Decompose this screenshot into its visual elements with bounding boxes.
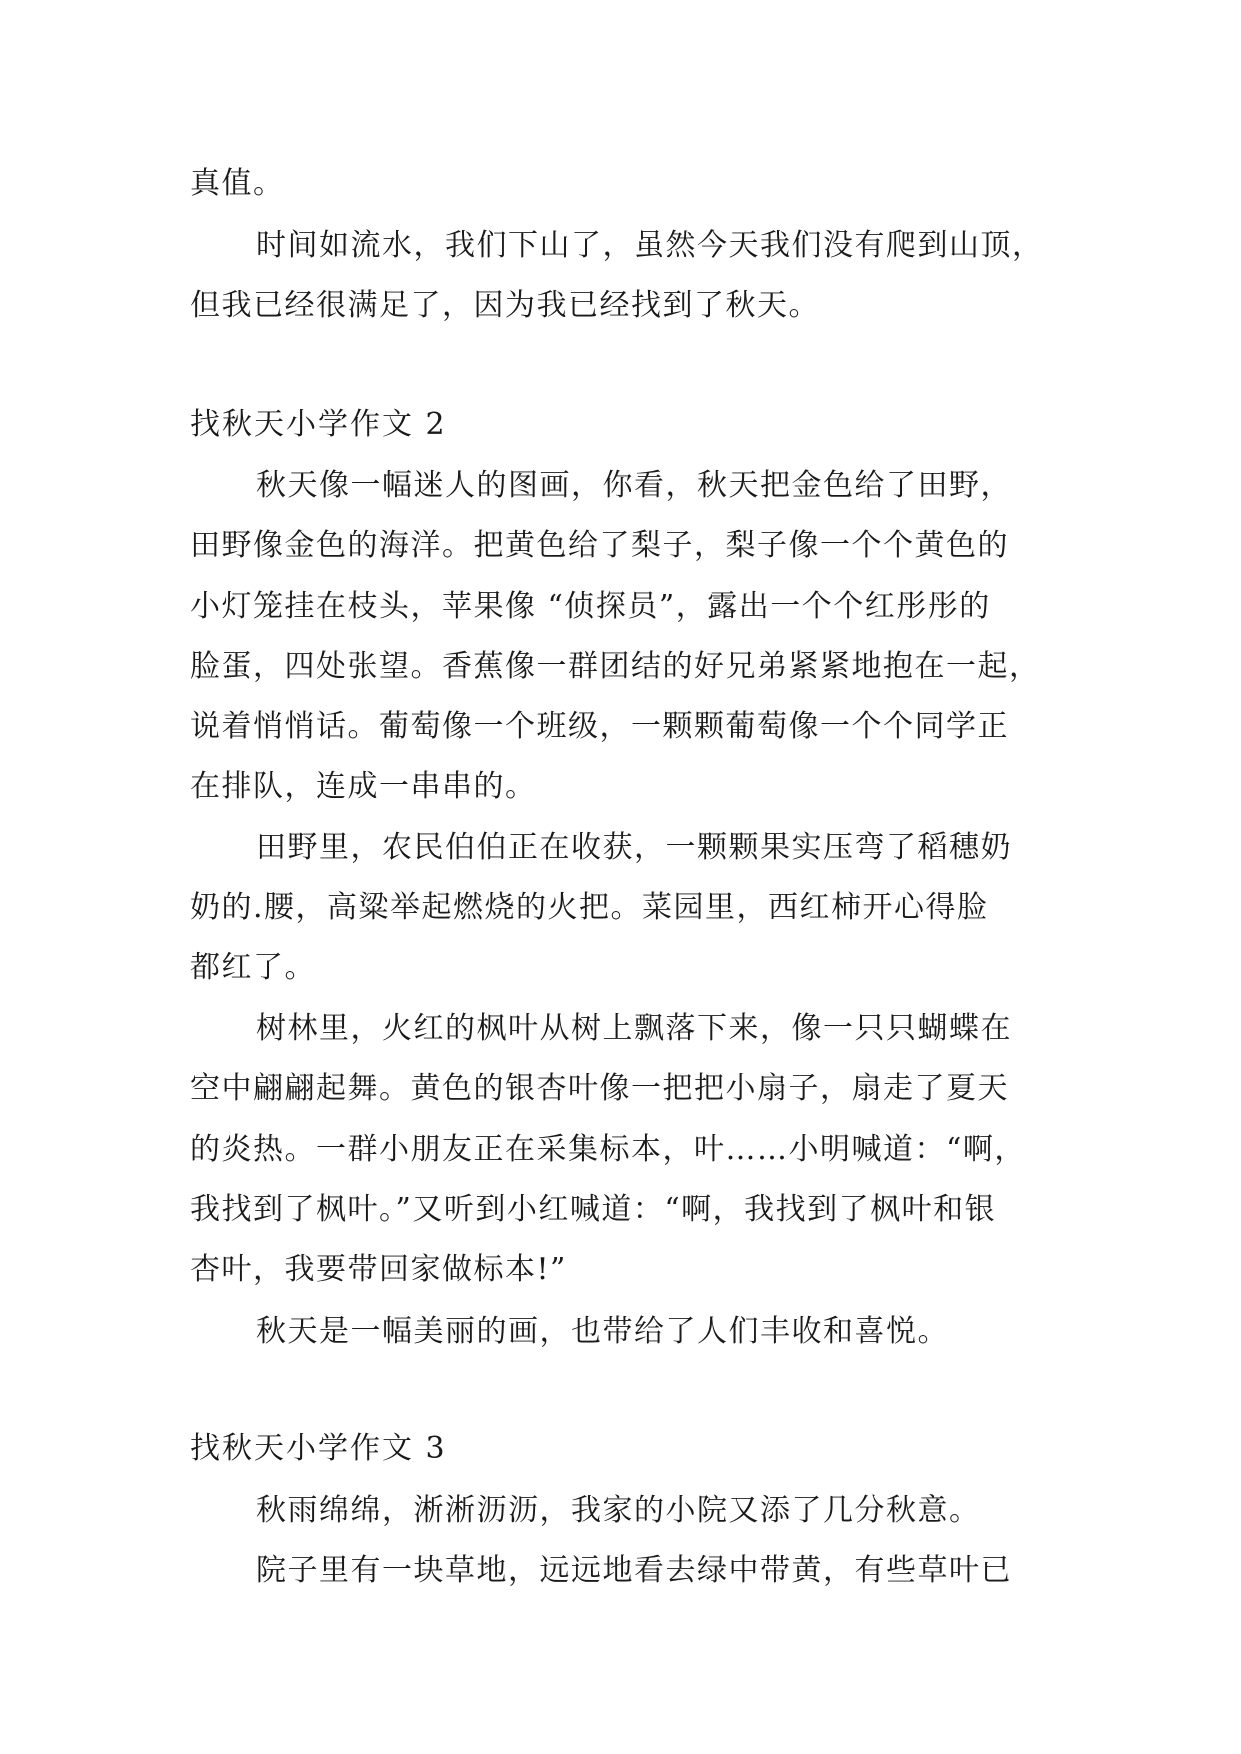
paragraph-line: 说着悄悄话。葡萄像一个班级，一颗颗葡萄像一个个同学正 [190,709,1009,744]
paragraph-line: 时间如流水，我们下山了，虽然今天我们没有爬到山顶， [256,228,1044,263]
section-heading: 找秋天小学作文 2 [190,407,447,442]
paragraph-line: 秋天是一幅美丽的画，也带给了人们丰收和喜悦。 [256,1314,949,1349]
section-heading: 找秋天小学作文 3 [190,1431,447,1466]
paragraph-line: 但我已经很满足了，因为我已经找到了秋天。 [190,288,820,323]
paragraph-line: 我找到了枫叶。”又听到小红喊道：“啊，我找到了枫叶和银 [190,1192,997,1227]
paragraph-line: 院子里有一块草地，远远地看去绿中带黄，有些草叶已 [256,1553,1012,1588]
paragraph-line: 田野里，农民伯伯正在收获，一颗颗果实压弯了稻穗奶 [256,830,1012,865]
paragraph-line: 树林里，火红的枫叶从树上飘落下来，像一只只蝴蝶在 [256,1011,1012,1046]
paragraph-line: 空中翩翩起舞。黄色的银杏叶像一把把小扇子，扇走了夏天 [190,1071,1009,1106]
paragraph-line: 秋天像一幅迷人的图画，你看，秋天把金色给了田野， [256,468,1012,503]
paragraph-line: 田野像金色的海洋。把黄色给了梨子，梨子像一个个黄色的 [190,528,1009,563]
paragraph-line: 都红了。 [190,950,316,985]
paragraph-line: 杏叶，我要带回家做标本!” [190,1252,567,1287]
paragraph-line: 在排队，连成一串串的。 [190,769,537,804]
paragraph-line: 奶的.腰，高粱举起燃烧的火把。菜园里，西红柿开心得脸 [190,890,989,925]
paragraph-line: 脸蛋，四处张望。香蕉像一群团结的好兄弟紧紧地抱在一起， [190,649,1041,684]
paragraph-line: 秋雨绵绵，淅淅沥沥，我家的小院又添了几分秋意。 [256,1493,981,1528]
paragraph-line: 真值。 [190,166,285,201]
paragraph-line: 小灯笼挂在枝头，苹果像 “侦探员”，露出一个个红彤彤的 [190,589,991,624]
paragraph-line: 的炎热。一群小朋友正在采集标本，叶……小明喊道：“啊， [190,1132,1026,1167]
